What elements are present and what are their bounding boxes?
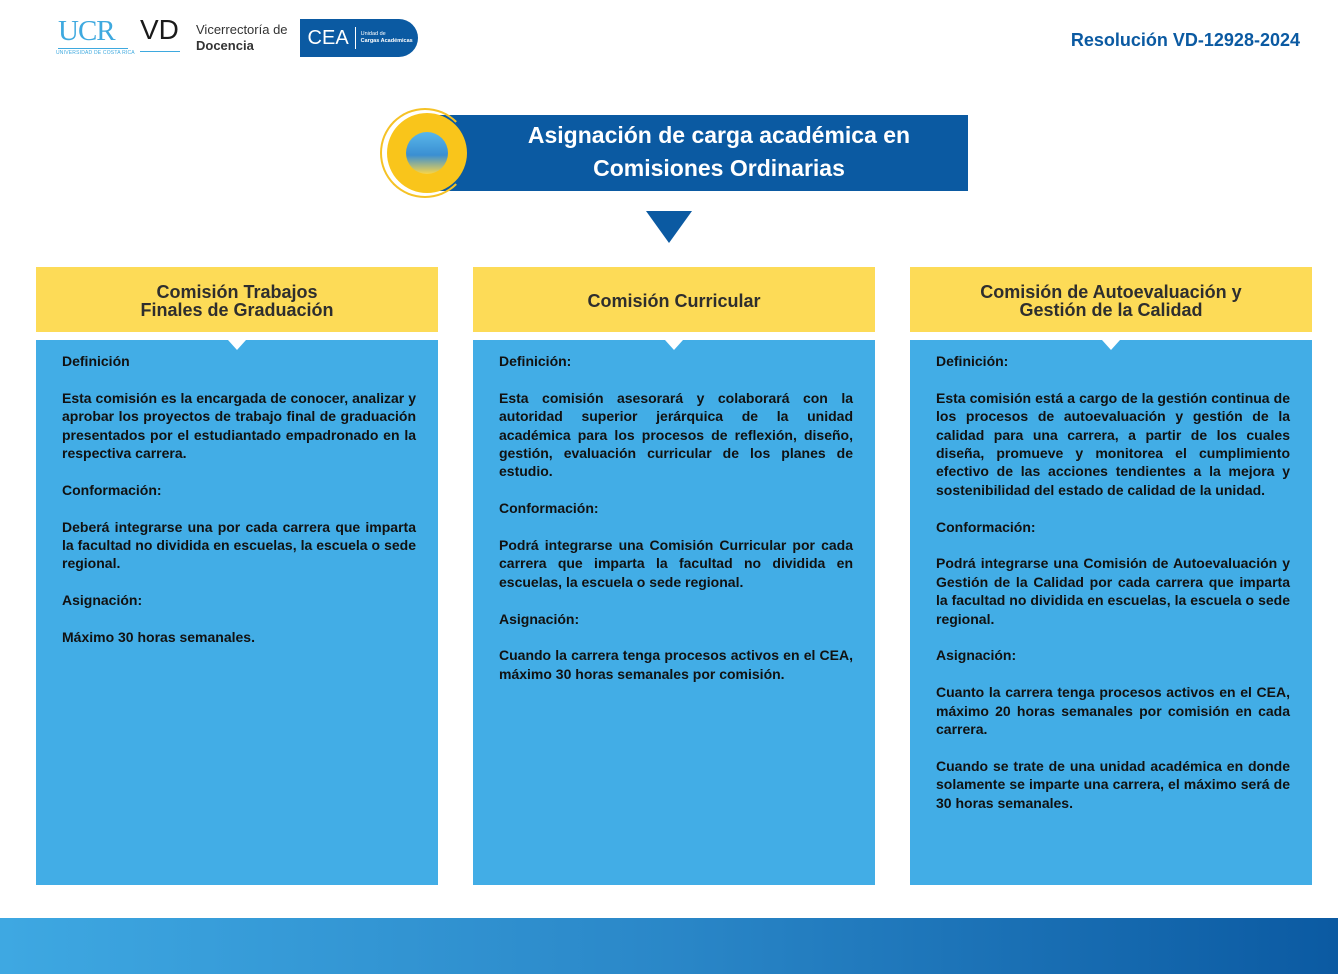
assignment-extra-text: Cuando se trate de una unidad académica en donde solamente se imparte una carrera, el máximo será de 30 horas semanales.	[936, 757, 1290, 811]
ucr-logo-text: UCR	[58, 15, 115, 47]
vicerrectoria-line1: Vicerrectoría de	[196, 22, 288, 37]
cea-logo-separator	[355, 27, 356, 49]
header-logos	[56, 14, 418, 58]
page-title	[430, 115, 968, 191]
definition-text: Esta comisión asesorará y colaborará con la autoridad superior jerárquica de la unidad académica para los procesos de reflexión, diseño, gestión, evaluación curricular de los planes de estudio.	[499, 389, 853, 480]
notch-icon	[228, 340, 246, 350]
column-heading	[910, 267, 1312, 332]
cea-sub-line1: Unidad de	[360, 31, 386, 37]
column-heading-line2: Finales de Graduación	[140, 299, 334, 320]
conformation-label: Conformación:	[936, 518, 1036, 535]
arrow-down-icon	[646, 211, 692, 243]
cea-logo-subtitle	[361, 31, 413, 45]
cea-logo	[300, 19, 418, 57]
definition-label: Definición	[62, 353, 130, 369]
column-heading	[473, 267, 875, 332]
column-heading-line1: Comisión Curricular	[587, 290, 761, 311]
assignment-label: Asignación:	[936, 647, 1017, 664]
vd-logo-underline	[140, 51, 180, 52]
conformation-text: Podrá integrarse una Comisión de Autoevaluación y Gestión de la Calidad por cada carrera que imparta la facultad no dividida en escuelas, la escuela o sede regional.	[936, 555, 1290, 627]
ucr-logo-underline	[58, 48, 128, 49]
footer-band	[0, 918, 1338, 974]
column-heading-line2: Gestión de la Calidad	[1019, 299, 1203, 320]
vicerrectoria-label	[196, 22, 288, 54]
ucr-logo-subtitle: UNIVERSIDAD DE COSTA RICA	[56, 50, 135, 56]
column-heading-line1: Comisión Trabajos	[156, 281, 318, 302]
vd-logo	[138, 14, 184, 58]
conformation-label: Conformación:	[62, 481, 162, 498]
sun-core-icon	[406, 132, 448, 174]
column-autoevaluacion	[910, 267, 1312, 885]
resolution-number: Resolución VD-12928-2024	[1070, 30, 1300, 50]
definition-label: Definición:	[936, 353, 1009, 369]
vicerrectoria-line2: Docencia	[196, 38, 254, 53]
definition-label: Definición:	[499, 353, 572, 369]
assignment-text: Cuando la carrera tenga procesos activos en el CEA, máximo 30 horas semanales por comisión.	[499, 647, 853, 682]
definition-text: Esta comisión está a cargo de la gestión continua de los procesos de autoevaluación y gestión de la calidad para una carrera, a partir de los cuales diseña, promueve y monitorea el cumplimiento efectivo de las acciones tendientes a la mejora y sostenibilidad del estado de calidad de la unidad.	[936, 389, 1290, 498]
column-body	[910, 340, 1312, 885]
column-heading-line1: Comisión de Autoevaluación y	[980, 281, 1242, 302]
cea-sub-line2: Cargas Académicas	[360, 38, 413, 44]
column-curricular	[473, 267, 875, 885]
cea-logo-text: CEA	[307, 26, 349, 49]
page-title-line2: Comisiones Ordinarias	[593, 155, 845, 181]
notch-icon	[1102, 340, 1120, 350]
column-trabajos-finales	[36, 267, 438, 885]
column-heading	[36, 267, 438, 332]
assignment-label: Asignación:	[499, 610, 580, 627]
conformation-text: Deberá integrarse una por cada carrera que imparta la facultad no dividida en escuelas, la escuela o sede regional.	[62, 518, 416, 572]
assignment-text: Cuanto la carrera tenga procesos activos en el CEA, máximo 20 horas semanales por comisión en cada carrera.	[936, 684, 1290, 738]
conformation-text: Podrá integrarse una Comisión Curricular por cada carrera que imparta la facultad no dividida en escuelas, la escuela o sede regional.	[499, 537, 853, 590]
page-title-line1: Asignación de carga académica en	[527, 122, 911, 148]
notch-icon	[665, 340, 683, 350]
definition-text: Esta comisión es la encargada de conocer, analizar y aprobar los proyectos de trabajo final de graduación presentados por el estudiantado empadronado en la respectiva carrera.	[62, 389, 416, 462]
column-body	[36, 340, 438, 885]
conformation-label: Conformación:	[499, 500, 599, 517]
assignment-label: Asignación:	[62, 592, 143, 609]
column-body	[473, 340, 875, 885]
ucr-logo	[56, 15, 135, 58]
vd-logo-text: VD	[140, 14, 179, 45]
assignment-text: Máximo 30 horas semanales.	[62, 629, 255, 646]
